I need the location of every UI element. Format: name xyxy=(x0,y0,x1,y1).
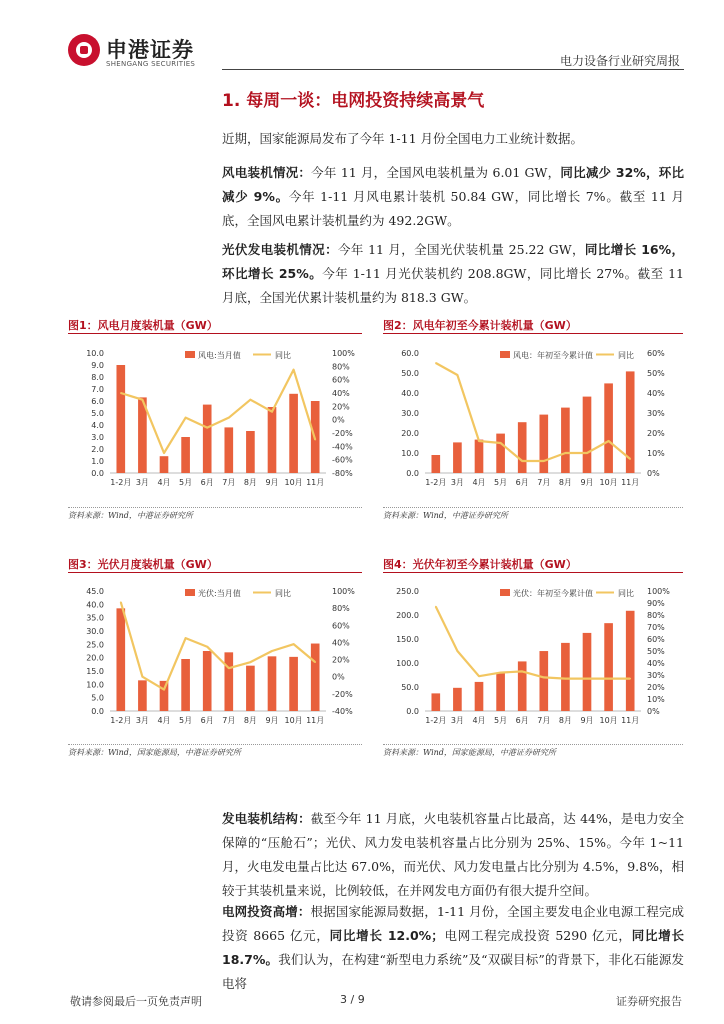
line-point xyxy=(120,601,122,603)
bar xyxy=(518,661,527,711)
line-point xyxy=(543,677,545,679)
y2-tick-label: 40% xyxy=(332,638,350,648)
figure-1-title: 图1：风电月度装机量（GW） xyxy=(68,319,218,332)
line-point xyxy=(629,458,631,460)
x-tick-label: 10月 xyxy=(599,478,618,487)
figure-1-chart xyxy=(68,340,368,500)
y2-tick-label: -20% xyxy=(332,689,353,699)
legend-bar-label: 风电：年初至今累计值 xyxy=(513,351,593,360)
figure-2-source-rule xyxy=(383,507,683,508)
y2-tick-label: 20% xyxy=(647,429,665,438)
line-point xyxy=(478,440,480,442)
y-tick-label: 10.0 xyxy=(86,349,104,358)
line-point xyxy=(142,676,144,678)
x-tick-label: 10月 xyxy=(284,478,303,487)
y-tick-label: 2.0 xyxy=(91,445,104,454)
y-tick-label: 45.0 xyxy=(86,587,104,596)
line-point xyxy=(543,460,545,462)
text-run: 电网工程完成投资 5290 亿元， xyxy=(443,928,632,943)
page-number: 3 / 9 xyxy=(340,993,365,1006)
line-point xyxy=(608,440,610,442)
y-tick-label: 8.0 xyxy=(91,373,104,382)
y-tick-label: 30.0 xyxy=(86,627,104,636)
text-run: 光伏发电装机情况： xyxy=(222,242,338,257)
line-point xyxy=(293,369,295,371)
line-point xyxy=(185,417,187,419)
legend-line-label: 同比 xyxy=(618,589,634,598)
bar xyxy=(246,431,255,473)
bar xyxy=(496,672,505,711)
paragraph-structure xyxy=(222,807,684,903)
y-tick-label: 20.0 xyxy=(86,653,104,663)
y2-tick-label: 40% xyxy=(647,659,665,668)
x-tick-label: 4月 xyxy=(157,716,171,725)
y-tick-label: 50.0 xyxy=(401,369,419,378)
x-tick-label: 7月 xyxy=(222,478,236,487)
text-run: 截至今年 11 月底，火电装机容量占比最高，达 44%，是电力安全保障的“压舱石”；光伏、风力发电装机容量占比分别为 25%、15%。今年 1~11 月，火电发电量占比达 67.0%，而光伏、风力发电量占比分别为 4.5%，9.8%，相较于其装机量来说，比例较低，在并网发电方面仍有很大提升空间。 xyxy=(222,811,684,898)
bar xyxy=(181,659,190,711)
bar xyxy=(160,456,169,473)
text-run: 今年 1-11 月风电累计装机 50.84 GW，同比增长 7%。截至 11 月底，全国风电累计装机量约为 492.2GW。 xyxy=(222,189,684,228)
x-tick-label: 11月 xyxy=(621,716,640,725)
legend-bar-swatch xyxy=(500,589,510,596)
line-point xyxy=(565,452,567,454)
line-point xyxy=(435,606,437,608)
y-tick-label: 3.0 xyxy=(91,433,104,442)
legend-line-label: 同比 xyxy=(618,351,634,360)
bar xyxy=(561,408,570,473)
y-tick-label: 40.0 xyxy=(86,600,104,610)
y2-tick-label: 10% xyxy=(647,449,665,458)
y2-tick-label: 20% xyxy=(332,402,350,412)
x-tick-label: 8月 xyxy=(558,716,572,725)
y-tick-label: 250.0 xyxy=(396,587,419,596)
x-tick-label: 9月 xyxy=(265,716,279,725)
bar xyxy=(268,656,277,711)
x-tick-label: 4月 xyxy=(472,716,486,725)
series-line xyxy=(436,363,630,461)
y-tick-label: 40.0 xyxy=(401,389,419,398)
text-run: 今年 1-11 月光伏装机约 208.8GW，同比增长 27%。截至 11 月底，全国光伏累计装机量约为 818.3 GW。 xyxy=(222,266,684,305)
y-tick-label: 10.0 xyxy=(86,680,104,690)
y-tick-label: 20.0 xyxy=(401,429,419,438)
y2-tick-label: 60% xyxy=(647,349,665,358)
bar xyxy=(561,643,570,711)
line-point xyxy=(314,661,316,663)
bar xyxy=(539,651,548,711)
report-type: 电力设备行业研究周报 xyxy=(559,54,680,68)
x-tick-label: 7月 xyxy=(222,716,236,725)
figure-3-chart xyxy=(68,578,368,738)
line-point xyxy=(163,689,165,691)
bar xyxy=(246,666,255,711)
x-tick-label: 11月 xyxy=(306,716,325,725)
legend-bar-label: 光伏:当月值 xyxy=(198,589,241,598)
y-tick-label: 0.0 xyxy=(406,469,419,478)
y-tick-label: 10.0 xyxy=(401,449,419,458)
footer-disclaimer: 敬请参阅最后一页免责声明 xyxy=(70,995,202,1008)
y-tick-label: 0.0 xyxy=(406,707,419,716)
y2-tick-label: 0% xyxy=(332,672,345,682)
y2-tick-label: -20% xyxy=(332,429,353,438)
y2-tick-label: 40% xyxy=(332,389,350,398)
x-tick-label: 6月 xyxy=(515,478,529,487)
line-point xyxy=(120,392,122,394)
bar xyxy=(453,442,462,473)
y-tick-label: 6.0 xyxy=(91,397,104,406)
bar xyxy=(475,682,484,711)
y2-tick-label: -60% xyxy=(332,455,353,465)
y2-tick-label: 90% xyxy=(647,599,665,608)
line-point xyxy=(478,675,480,677)
text-run: 同比增长 18.7%。 xyxy=(222,928,685,967)
y-tick-label: 1.0 xyxy=(91,457,104,466)
text-run: 今年 11 月，全国风电装机量为 6.01 GW， xyxy=(311,165,561,180)
x-tick-label: 8月 xyxy=(558,478,572,487)
figure-4-rule xyxy=(383,572,683,573)
x-tick-label: 5月 xyxy=(179,716,193,725)
bar xyxy=(496,434,505,473)
bar xyxy=(138,680,147,711)
text-run: 我们认为，在构建“新型电力系统”及“双碳目标”的背景下，非化石能源发电将 xyxy=(222,952,684,991)
legend-bar-swatch xyxy=(185,589,195,596)
line-point xyxy=(250,661,252,663)
x-tick-label: 4月 xyxy=(157,478,171,487)
bar xyxy=(289,657,298,711)
x-tick-label: 10月 xyxy=(284,716,303,725)
y2-tick-label: 70% xyxy=(647,623,665,632)
y2-tick-label: 80% xyxy=(332,604,350,614)
bar xyxy=(539,415,548,473)
x-tick-label: 3月 xyxy=(450,478,464,487)
legend-line-label: 同比 xyxy=(275,351,291,360)
paragraph-pv xyxy=(222,238,684,310)
brand-name-en: SHENGANG SECURITIES xyxy=(106,60,196,68)
line-point xyxy=(228,417,230,419)
y2-tick-label: 100% xyxy=(647,587,670,596)
bar xyxy=(431,693,440,711)
x-tick-label: 3月 xyxy=(135,478,149,487)
series-line xyxy=(436,607,630,679)
figure-4-title: 图4：光伏年初至今累计装机量（GW） xyxy=(383,558,577,571)
line-point xyxy=(163,452,165,454)
y-tick-label: 0.0 xyxy=(91,707,104,716)
x-tick-label: 5月 xyxy=(494,716,508,725)
figure-2-chart xyxy=(383,340,683,500)
line-point xyxy=(500,672,502,674)
line-point xyxy=(250,399,252,401)
bar xyxy=(583,397,592,473)
legend-bar-swatch xyxy=(185,351,195,358)
y2-tick-label: 60% xyxy=(332,621,350,631)
figure-3-title: 图3：光伏月度装机量（GW） xyxy=(68,558,218,571)
y-tick-label: 100.0 xyxy=(396,659,419,668)
y2-tick-label: 100% xyxy=(332,349,355,358)
y-tick-label: 200.0 xyxy=(396,611,419,620)
bar xyxy=(604,623,613,711)
x-tick-label: 1-2月 xyxy=(425,716,447,725)
line-point xyxy=(185,637,187,639)
y2-tick-label: -80% xyxy=(332,469,353,478)
brand-logo-icon xyxy=(68,34,100,66)
y2-tick-label: 80% xyxy=(332,362,350,372)
figure-4-chart xyxy=(383,578,683,738)
y2-tick-label: 60% xyxy=(332,375,350,385)
bar xyxy=(224,427,233,473)
y2-tick-label: 30% xyxy=(647,671,665,680)
bar xyxy=(181,437,190,473)
line-point xyxy=(586,678,588,680)
series-line xyxy=(121,370,315,453)
y2-tick-label: 0% xyxy=(332,415,345,425)
figure-1-source: 资料来源：Wind，中港证券研究所 xyxy=(68,511,193,520)
line-point xyxy=(500,442,502,444)
bar xyxy=(203,405,212,473)
x-tick-label: 9月 xyxy=(265,478,279,487)
figure-1-rule xyxy=(68,333,362,334)
bar xyxy=(583,633,592,711)
y-tick-label: 9.0 xyxy=(91,361,104,370)
text-run: 今年 11 月，全国光伏装机量 25.22 GW， xyxy=(337,242,585,257)
line-point xyxy=(521,460,523,462)
y-tick-label: 0.0 xyxy=(91,469,104,478)
figure-3-source-rule xyxy=(68,744,362,745)
x-tick-label: 8月 xyxy=(243,478,257,487)
paragraph-wind xyxy=(222,161,684,233)
y2-tick-label: 10% xyxy=(647,695,665,704)
y-tick-label: 4.0 xyxy=(91,421,104,430)
y-tick-label: 150.0 xyxy=(396,635,419,644)
line-point xyxy=(293,643,295,645)
text-run: 风电装机情况： xyxy=(222,165,312,180)
paragraph-grid-investment xyxy=(222,900,684,996)
bar xyxy=(475,440,484,473)
line-point xyxy=(271,650,273,652)
figure-3-rule xyxy=(68,572,362,573)
y2-tick-label: 20% xyxy=(647,683,665,692)
x-tick-label: 11月 xyxy=(306,478,325,487)
legend-bar-label: 光伏：年初至今累计值 xyxy=(513,589,593,598)
bar xyxy=(116,365,125,473)
figure-3-source: 资料来源：Wind，国家能源局，中港证券研究所 xyxy=(68,748,241,757)
x-tick-label: 7月 xyxy=(537,716,551,725)
text-run: 同比增长 12.0%； xyxy=(329,928,444,943)
legend-bar-label: 风电:当月值 xyxy=(198,351,241,360)
line-point xyxy=(586,452,588,454)
x-tick-label: 6月 xyxy=(200,478,214,487)
footer-report-type: 证券研究报告 xyxy=(616,995,682,1008)
y-tick-label: 30.0 xyxy=(401,409,419,418)
x-tick-label: 4月 xyxy=(472,478,486,487)
line-point xyxy=(206,427,208,429)
line-point xyxy=(228,667,230,669)
x-tick-label: 10月 xyxy=(599,716,618,725)
x-tick-label: 5月 xyxy=(494,478,508,487)
figure-2-rule xyxy=(383,333,683,334)
y-tick-label: 60.0 xyxy=(401,349,419,358)
y2-tick-label: 40% xyxy=(647,389,665,398)
x-tick-label: 9月 xyxy=(580,478,594,487)
y-tick-label: 5.0 xyxy=(91,409,104,418)
line-point xyxy=(608,678,610,680)
x-tick-label: 6月 xyxy=(515,716,529,725)
line-point xyxy=(457,374,459,376)
series-line xyxy=(121,602,315,689)
y-tick-label: 7.0 xyxy=(91,385,104,394)
x-tick-label: 1-2月 xyxy=(425,478,447,487)
x-tick-label: 6月 xyxy=(200,716,214,725)
x-tick-label: 1-2月 xyxy=(110,478,132,487)
text-run: 同比增长 16%，环比增长 25%。 xyxy=(222,242,684,281)
line-point xyxy=(206,646,208,648)
bar xyxy=(453,688,462,711)
x-tick-label: 5月 xyxy=(179,478,193,487)
section-title: 1. 每周一谈：电网投资持续高景气 xyxy=(222,91,485,111)
figure-1-source-rule xyxy=(68,507,362,508)
line-point xyxy=(435,362,437,364)
y2-tick-label: 100% xyxy=(332,587,355,596)
bar xyxy=(160,681,169,711)
y2-tick-label: 0% xyxy=(647,707,660,716)
y2-tick-label: 0% xyxy=(647,469,660,478)
x-tick-label: 8月 xyxy=(243,716,257,725)
y-tick-label: 25.0 xyxy=(86,640,104,650)
text-run: 电网投资高增： xyxy=(222,904,311,919)
bar xyxy=(289,394,298,473)
header-divider xyxy=(222,69,684,70)
bar xyxy=(518,422,527,473)
figure-4-source: 资料来源：Wind，国家能源局，中港证券研究所 xyxy=(383,748,556,757)
paragraph-intro: 近期，国家能源局发布了今年 1-11 月份全国电力工业统计数据。 xyxy=(222,131,584,146)
text-run: 发电装机结构： xyxy=(222,811,311,826)
bar xyxy=(224,652,233,711)
figure-2-title: 图2：风电年初至今累计装机量（GW） xyxy=(383,319,577,332)
y2-tick-label: 20% xyxy=(332,655,350,665)
bar xyxy=(626,611,635,711)
line-point xyxy=(521,671,523,673)
text-run: 根据国家能源局数据，1-11 月份，全国主要发电企业电源工程完成投资 8665 亿元， xyxy=(222,904,684,943)
legend-line-label: 同比 xyxy=(275,589,291,598)
line-point xyxy=(142,399,144,401)
bar xyxy=(311,644,320,711)
line-point xyxy=(565,678,567,680)
line-point xyxy=(457,650,459,652)
y2-tick-label: 80% xyxy=(647,611,665,620)
y2-tick-label: 50% xyxy=(647,369,665,378)
figure-2-source: 资料来源：Wind，中港证券研究所 xyxy=(383,511,508,520)
y-tick-label: 50.0 xyxy=(401,683,419,692)
x-tick-label: 3月 xyxy=(450,716,464,725)
y2-tick-label: -40% xyxy=(332,707,353,716)
line-point xyxy=(314,439,316,441)
line-point xyxy=(629,678,631,680)
bar xyxy=(116,608,125,711)
y-tick-label: 5.0 xyxy=(91,693,104,703)
x-tick-label: 1-2月 xyxy=(110,716,132,725)
y2-tick-label: 30% xyxy=(647,409,665,418)
y2-tick-label: 60% xyxy=(647,635,665,644)
x-tick-label: 11月 xyxy=(621,478,640,487)
figure-4-source-rule xyxy=(383,744,683,745)
y-tick-label: 15.0 xyxy=(86,667,104,676)
y2-tick-label: -40% xyxy=(332,442,353,452)
y-tick-label: 35.0 xyxy=(86,613,104,623)
x-tick-label: 3月 xyxy=(135,716,149,725)
line-point xyxy=(271,411,273,413)
bar xyxy=(268,407,277,473)
x-tick-label: 9月 xyxy=(580,716,594,725)
legend-bar-swatch xyxy=(500,351,510,358)
bar xyxy=(431,455,440,473)
x-tick-label: 7月 xyxy=(537,478,551,487)
y2-tick-label: 50% xyxy=(647,647,665,656)
text-run: 同比减少 32%，环比减少 9%。 xyxy=(222,165,684,204)
bar xyxy=(203,651,212,711)
bar xyxy=(604,383,613,473)
brand-name: 申港证券 xyxy=(106,38,194,62)
